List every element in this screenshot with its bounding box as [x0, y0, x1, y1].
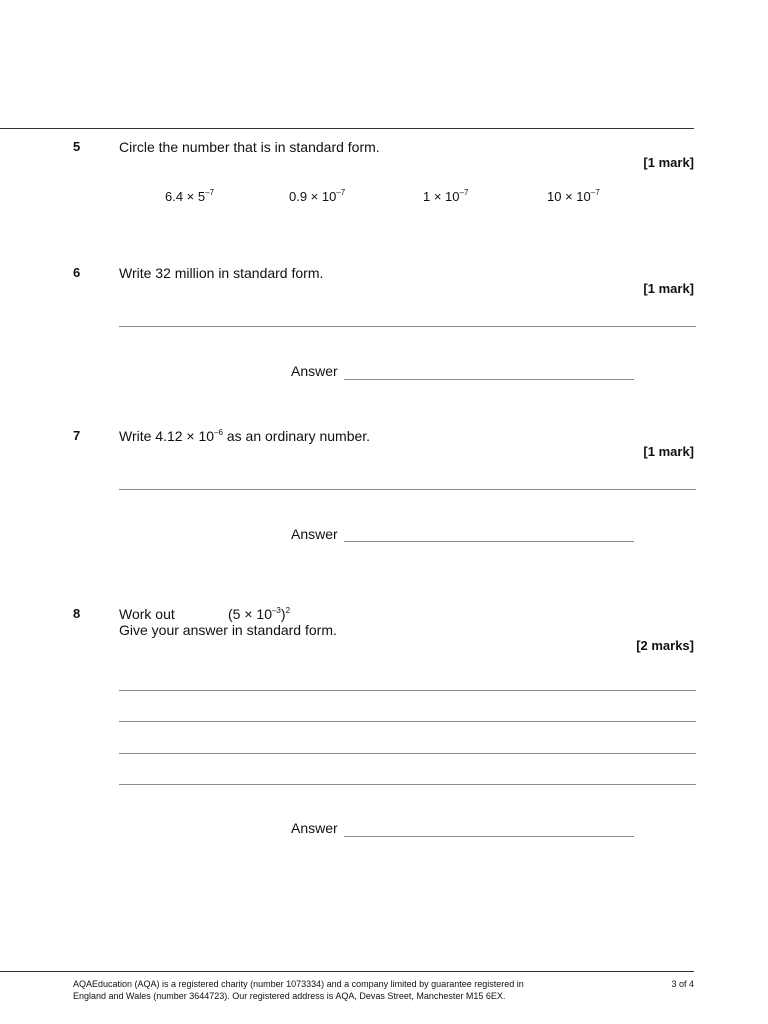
question-5-option-1[interactable]: [165, 189, 214, 204]
question-7-number: 7: [73, 428, 81, 443]
question-7-exponent: –6: [214, 428, 223, 437]
question-7-text: [119, 428, 370, 444]
footer-line-1: AQAEducation (AQA) is a registered charity (number 1073334) and a company limited by guarantee registered in: [73, 979, 524, 989]
option-exponent: –7: [459, 188, 469, 197]
question-8-working-line[interactable]: [119, 784, 696, 785]
question-5-option-4[interactable]: [547, 189, 600, 204]
question-8-answer-label: Answer: [291, 820, 338, 836]
expression-exponent: –3: [271, 606, 281, 615]
option-base: 0.9 × 10: [289, 189, 337, 204]
question-6-answer-label: Answer: [291, 363, 338, 379]
question-5-marks: [1 mark]: [643, 155, 694, 170]
footer-rule: [0, 971, 694, 972]
question-8-working-line[interactable]: [119, 753, 696, 754]
question-5-option-3[interactable]: [423, 189, 468, 204]
top-rule: [0, 128, 694, 129]
question-5-text: Circle the number that is in standard form.: [119, 139, 380, 155]
expression-close: ): [280, 606, 286, 622]
expression-before: (5 × 10: [228, 606, 272, 622]
option-base: 10 × 10: [547, 189, 591, 204]
expression-power: 2: [285, 606, 291, 615]
question-8-answer-line[interactable]: [344, 836, 634, 837]
option-exponent: –7: [336, 188, 346, 197]
footer-line-2: England and Wales (number 3644723). Our registered address is AQA, Devas Street, Manchester M15 6EX.: [73, 991, 506, 1001]
option-exponent: –7: [590, 188, 600, 197]
question-8-marks: [2 marks]: [636, 638, 694, 653]
option-base: 1 × 10: [423, 189, 460, 204]
question-8-text: Give your answer in standard form.: [119, 622, 337, 638]
question-6-marks: [1 mark]: [643, 281, 694, 296]
option-base: 6.4 × 5: [165, 189, 206, 204]
question-7-working-line[interactable]: [119, 489, 696, 490]
question-8-work-out: Work out: [119, 606, 175, 622]
question-6-answer-line[interactable]: [344, 379, 634, 380]
option-exponent: –7: [205, 188, 215, 197]
question-8-number: 8: [73, 606, 81, 621]
question-7-answer-line[interactable]: [344, 541, 634, 542]
question-7-text-after: as an ordinary number.: [222, 428, 371, 444]
page-number: 3 of 4: [671, 979, 694, 989]
question-7-marks: [1 mark]: [643, 444, 694, 459]
question-8-working-line[interactable]: [119, 690, 696, 691]
question-6-text: Write 32 million in standard form.: [119, 265, 324, 281]
question-7-answer-label: Answer: [291, 526, 338, 542]
question-6-number: 6: [73, 265, 81, 280]
footer-legal: [73, 978, 568, 1002]
question-5-option-2[interactable]: [289, 189, 345, 204]
question-8-working-line[interactable]: [119, 721, 696, 722]
question-8-expression: [228, 606, 290, 622]
question-6-working-line[interactable]: [119, 326, 696, 327]
question-5-number: 5: [73, 139, 81, 154]
question-7-text-before: Write 4.12 × 10: [119, 428, 215, 444]
